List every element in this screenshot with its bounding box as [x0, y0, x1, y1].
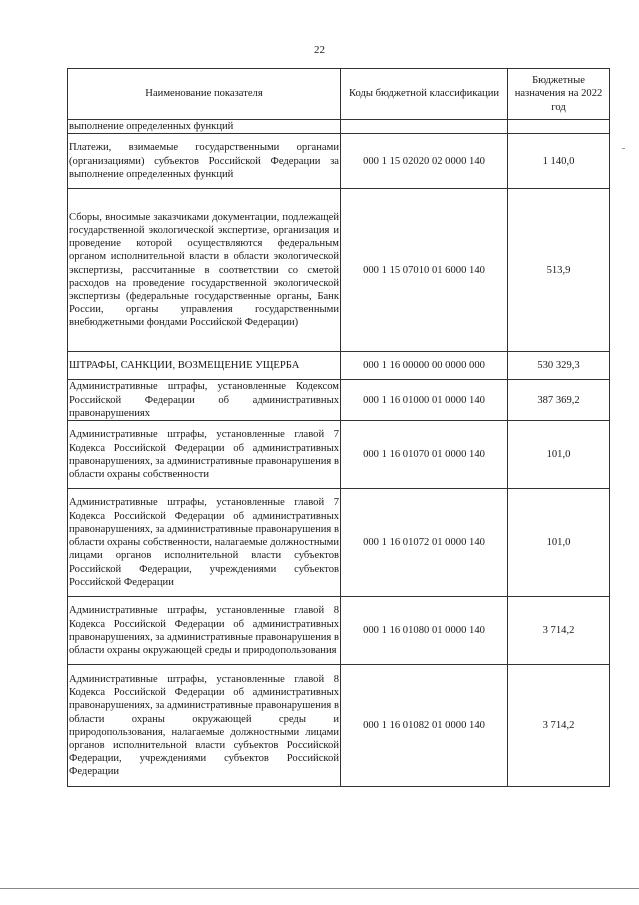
indicator-name: Административные штрафы, установленные главой 8 Кодекса Российской Федерации об административных правонарушениях, за административные правонарушения в области охраны окружающей среды и природопользования: [68, 597, 341, 665]
classification-code: 000 1 16 01080 01 0000 140: [341, 597, 508, 665]
budget-amount: 513,9: [508, 189, 610, 352]
classification-code: 000 1 16 01082 01 0000 140: [341, 665, 508, 787]
margin-mark: [622, 148, 625, 149]
indicator-name: ШТРАФЫ, САНКЦИИ, ВОЗМЕЩЕНИЕ УЩЕРБА: [68, 352, 341, 380]
page-bottom-rule: [0, 888, 639, 889]
indicator-name: Административные штрафы, установленные главой 7 Кодекса Российской Федерации об административных правонарушениях, за административные правонарушения в области охраны собственности: [68, 421, 341, 489]
classification-code: [341, 120, 508, 134]
table-row: [68, 380, 610, 421]
classification-code: 000 1 15 07010 01 6000 140: [341, 189, 508, 352]
table-row: [68, 134, 610, 189]
budget-amount: 3 714,2: [508, 597, 610, 665]
budget-amount: 3 714,2: [508, 665, 610, 787]
table-row: [68, 665, 610, 787]
budget-amount: 1 140,0: [508, 134, 610, 189]
indicator-name: Платежи, взимаемые государственными органами (организациями) субъектов Российской Федерации за выполнение определенных функций: [68, 134, 341, 189]
table-row: [68, 597, 610, 665]
budget-amount: 387 369,2: [508, 380, 610, 421]
indicator-name: Административные штрафы, установленные главой 8 Кодекса Российской Федерации об административных правонарушениях, за административные правонарушения в области охраны окружающей среды и природопользования, налагаемые должностными лицами органов исполнительной власти субъектов Российской Федерации, учреждениями субъектов Российской Федерации: [68, 665, 341, 787]
budget-amount: 101,0: [508, 489, 610, 597]
table-row: [68, 189, 610, 352]
classification-code: 000 1 16 00000 00 0000 000: [341, 352, 508, 380]
classification-code: 000 1 16 01072 01 0000 140: [341, 489, 508, 597]
header-indicator-name: Наименование показателя: [68, 69, 341, 120]
indicator-name: Административные штрафы, установленные Кодексом Российской Федерации об административных правонарушениях: [69, 381, 339, 419]
indicator-name: Сборы, вносимые заказчиками документации, подлежащей государственной экологической экспертизе, организация и проведение которой осуществляются федеральным органом исполнительной власти в области экологической экспертизы, рассчитанные в соответствии со сметой расходов на проведение государственной экологической экспертизы (федеральные государственные органы, Банк России, органы управления государственными внебюджетными фондами Российской Федерации): [68, 189, 341, 352]
header-budget-assignments: Бюджетные назначения на 2022 год: [508, 69, 610, 120]
page-number: 22: [314, 44, 325, 56]
budget-amount: 101,0: [508, 421, 610, 489]
budget-amount: 530 329,3: [508, 352, 610, 380]
classification-code: 000 1 16 01000 01 0000 140: [341, 380, 508, 421]
table-header-row: [68, 69, 610, 120]
budget-table: [67, 68, 610, 787]
classification-code: 000 1 16 01070 01 0000 140: [341, 421, 508, 489]
table-row: [68, 489, 610, 597]
indicator-name: выполнение определенных функций: [68, 120, 341, 134]
table-row: [68, 120, 610, 134]
classification-code: 000 1 15 02020 02 0000 140: [341, 134, 508, 189]
indicator-name: Административные штрафы, установленные главой 7 Кодекса Российской Федерации об административных правонарушениях, за административные правонарушения в области охраны собственности, налагаемые должностными лицами органов исполнительной власти субъектов Российской Федерации, учреждениями субъектов Российской Федерации: [68, 489, 341, 597]
header-classification-codes: Коды бюджетной классификации: [341, 69, 508, 120]
table-row: [68, 421, 610, 489]
table-row: [68, 352, 610, 380]
budget-amount: [508, 120, 610, 134]
